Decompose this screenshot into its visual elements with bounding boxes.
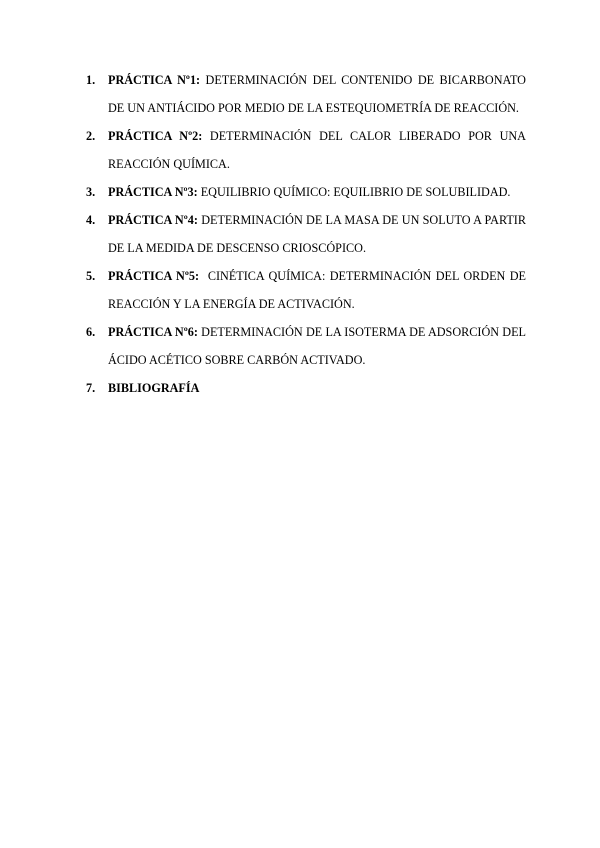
toc-item-number: 5. xyxy=(86,269,96,283)
toc-item-body xyxy=(108,374,526,402)
toc-item-body xyxy=(108,178,526,206)
toc-item-body xyxy=(108,206,526,262)
toc-item-label: PRÁCTICA Nº4: xyxy=(108,213,198,227)
toc-item-practica-4 xyxy=(86,206,526,262)
toc-item-label: PRÁCTICA Nº1: xyxy=(108,73,201,87)
toc-item-body xyxy=(108,262,530,318)
toc-item-number: 6. xyxy=(86,325,96,339)
toc-item-text: DETERMINACIÓN DEL CONTENIDO DE BICARBONATO DE UN ANTIÁCIDO POR MEDIO DE LA ESTEQUIOMETRÍA DE REACCIÓN. xyxy=(108,73,526,115)
toc-item-label: BIBLIOGRAFÍA xyxy=(108,381,200,395)
toc-item-practica-6 xyxy=(86,318,526,374)
toc-item-text: DETERMINACIÓN DE LA MASA DE UN SOLUTO A PARTIR DE LA MEDIDA DE DESCENSO CRIOSCÓPICO. xyxy=(108,213,526,255)
toc-item-label: PRÁCTICA Nº6: xyxy=(108,325,198,339)
toc-item-practica-3 xyxy=(86,178,526,206)
toc-item-text: DETERMINACIÓN DEL CALOR LIBERADO POR UNA REACCIÓN QUÍMICA. xyxy=(108,129,526,171)
table-of-contents xyxy=(86,66,530,402)
toc-item-text: DETERMINACIÓN DE LA ISOTERMA DE ADSORCIÓN DEL ÁCIDO ACÉTICO SOBRE CARBÓN ACTIVADO. xyxy=(108,325,526,367)
toc-item-number: 2. xyxy=(86,129,96,143)
toc-item-text: EQUILIBRIO QUÍMICO: EQUILIBRIO DE SOLUBILIDAD. xyxy=(197,185,511,199)
toc-item-label: PRÁCTICA Nº5: xyxy=(108,269,200,283)
toc-item-number: 3. xyxy=(86,185,96,199)
toc-item-number: 4. xyxy=(86,213,96,227)
toc-item-practica-5 xyxy=(86,262,530,318)
toc-item-label: PRÁCTICA Nº2: xyxy=(108,129,203,143)
toc-item-body xyxy=(108,122,526,178)
toc-item-body xyxy=(108,318,526,374)
toc-item-number: 7. xyxy=(86,381,96,395)
toc-item-body xyxy=(108,66,526,122)
toc-item-bibliografia xyxy=(86,374,526,402)
toc-item-text: CINÉTICA QUÍMICA: DETERMINACIÓN DEL ORDEN DE REACCIÓN Y LA ENERGÍA DE ACTIVACIÓN. xyxy=(108,269,530,311)
toc-item-label: PRÁCTICA Nº3: xyxy=(108,185,198,199)
toc-item-practica-1 xyxy=(86,66,526,122)
toc-item-number: 1. xyxy=(86,73,96,87)
toc-item-practica-2 xyxy=(86,122,526,178)
